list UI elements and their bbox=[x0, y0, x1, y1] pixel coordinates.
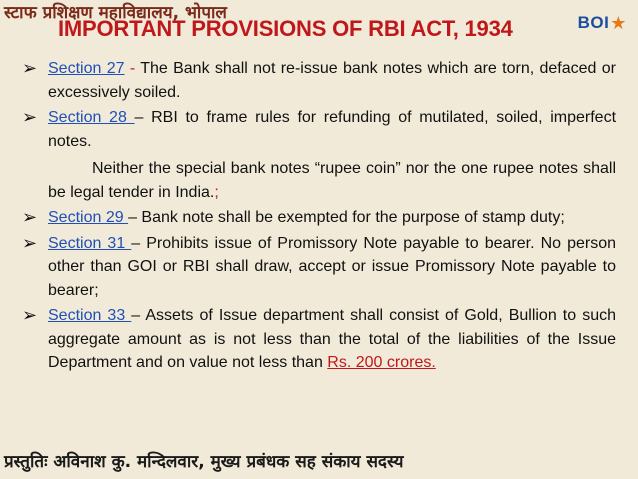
provision-text: RBI to frame rules for refunding of mutilated, soiled, imperfect notes. bbox=[48, 109, 617, 150]
list-item bbox=[22, 57, 616, 104]
arrow-bullet-icon: ➢ bbox=[22, 207, 38, 228]
page-title: IMPORTANT PROVISIONS OF RBI ACT, 1934 bbox=[58, 16, 513, 41]
arrow-bullet-icon: ➢ bbox=[22, 232, 38, 254]
arrow-bullet-icon: ➢ bbox=[22, 305, 38, 326]
arrow-bullet-icon: ➢ bbox=[22, 58, 38, 79]
section-link[interactable]: Section 27 bbox=[48, 60, 125, 77]
list-item bbox=[22, 206, 616, 230]
arrow-bullet-icon: ➢ bbox=[22, 107, 38, 128]
section-link[interactable]: Section 28 bbox=[48, 109, 135, 126]
list-item bbox=[22, 106, 616, 153]
section-link[interactable]: Section 31 bbox=[48, 234, 132, 252]
boi-logo bbox=[572, 4, 632, 42]
list-item bbox=[22, 232, 616, 303]
separator: - bbox=[124, 60, 141, 77]
provision-text: The Bank shall not re-issue bank notes which are torn, defaced or excessively soiled. bbox=[48, 60, 616, 101]
separator: – bbox=[131, 234, 147, 252]
note-text: Neither the special bank notes “rupee coin” nor the one rupee notes shall be legal tender in India. bbox=[48, 160, 616, 201]
note-paragraph bbox=[22, 157, 616, 204]
separator: – bbox=[131, 307, 146, 324]
list-item bbox=[22, 304, 616, 375]
provision-text: Assets of Issue department shall consist of Gold, Bullion to such aggregate amount as is not less than the total of the liabilities of the Issue Department and on value not less than bbox=[48, 307, 616, 371]
star-icon: ★ bbox=[610, 13, 627, 33]
separator: – bbox=[134, 109, 152, 126]
provisions-list bbox=[22, 57, 616, 377]
note-trailing: ; bbox=[214, 183, 219, 201]
section-link[interactable]: Section 29 bbox=[48, 209, 129, 226]
institute-name: स्टाफ प्रशिक्षण महाविद्यालय, भोपाल bbox=[4, 3, 227, 23]
amount-text: Rs. 200 crores. bbox=[327, 354, 436, 371]
section-link[interactable]: Section 33 bbox=[48, 307, 132, 324]
presenter-footer: प्रस्तुतिः अविनाश कु. मन्दिलवार, मुख्य प्रबंधक सह संकाय सदस्य bbox=[4, 452, 404, 472]
separator: – bbox=[128, 209, 142, 226]
provision-text: Prohibits issue of Promissory Note payable to bearer. No person other than GOI or RBI shall draw, accept or issue Promissory Note payable to bearer; bbox=[48, 234, 616, 299]
logo-text: BOI bbox=[577, 13, 610, 32]
provision-text: Bank note shall be exempted for the purpose of stamp duty; bbox=[141, 209, 565, 226]
